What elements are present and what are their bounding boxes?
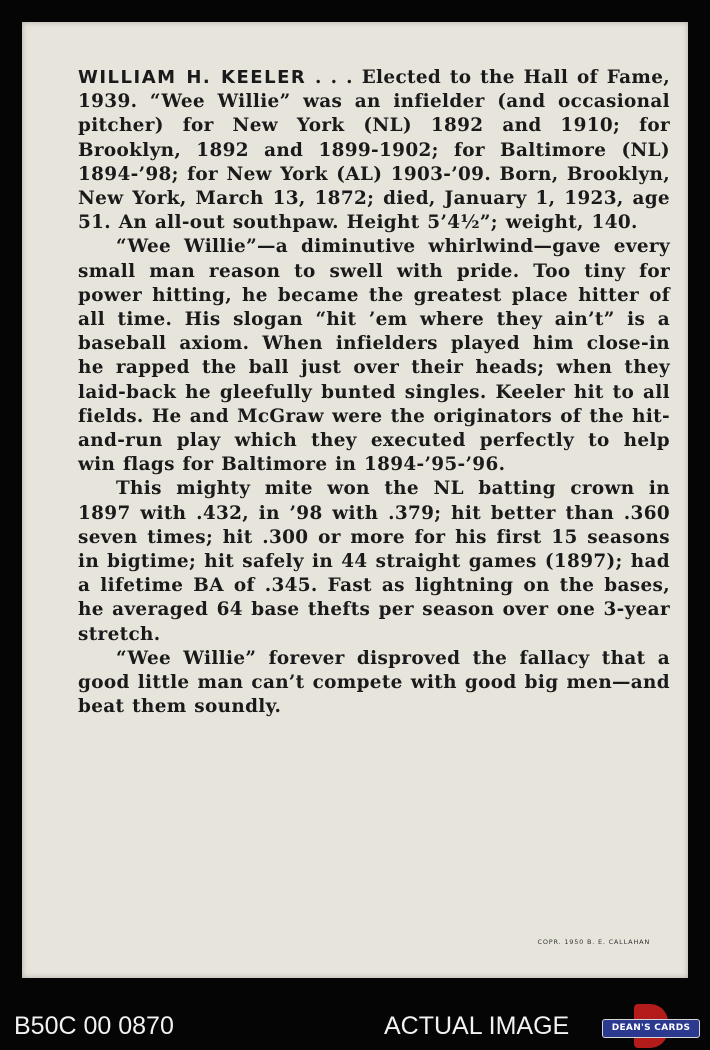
bio-paragraph-2: “Wee Willie”—a diminutive whirlwind—gave every small man reason to swell with pride. Too tiny for power hitting, he became the greatest place hitter of all time. His slogan “hit ’em where they ain’t” is a baseball axiom. When infielders played him close-in he rapped the ball just over their heads; when they laid-back he gleefully bunted singles. Keeler hit to all fields. He and McGraw were the originators of the hit-and-run play which they executed perfectly to help win flags for Baltimore in 1894-’95-’96. xyxy=(78,236,670,476)
item-code: B50C 00 0870 xyxy=(14,1012,174,1040)
bio-paragraph-1 xyxy=(78,66,670,235)
card-text xyxy=(78,66,670,719)
deans-cards-logo xyxy=(602,1004,698,1048)
bio-paragraph-4: “Wee Willie” forever disproved the fallacy that a good little man can’t compete with good big men—and beat them soundly. xyxy=(78,647,670,718)
player-name: WILLIAM H. KEELER xyxy=(78,67,307,88)
logo-text: DEAN'S CARDS xyxy=(602,1019,700,1038)
actual-image-label: ACTUAL IMAGE xyxy=(384,1012,570,1040)
copyright-notice: COPR. 1950 B. E. CALLAHAN xyxy=(537,938,650,946)
bio-paragraph-3: This mighty mite won the NL batting crown in 1897 with .432, in ’98 with .379; hit better than .360 seven times; hit .300 or more for his first 15 seasons in bigtime; hit safely in 44 straight games (1897); had a lifetime BA of .345. Fast as lightning on the bases, he averaged 64 base thefts per season over one 3-year stretch. xyxy=(78,478,670,645)
card-back xyxy=(22,22,688,978)
bio-paragraph-1-text: . . . Elected to the Hall of Fame, 1939. “Wee Willie” was an infielder (and occasional pitcher) for New York (NL) 1892 and 1910; for Brooklyn, 1892 and 1899-1902; for Baltimore (NL) 1894-’98; for New York (AL) 1903-’09. Born, Brooklyn, New York, March 13, 1872; died, January 1, 1923, age 51. An all-out southpaw. Height 5’4½”; weight, 140. xyxy=(78,67,670,234)
